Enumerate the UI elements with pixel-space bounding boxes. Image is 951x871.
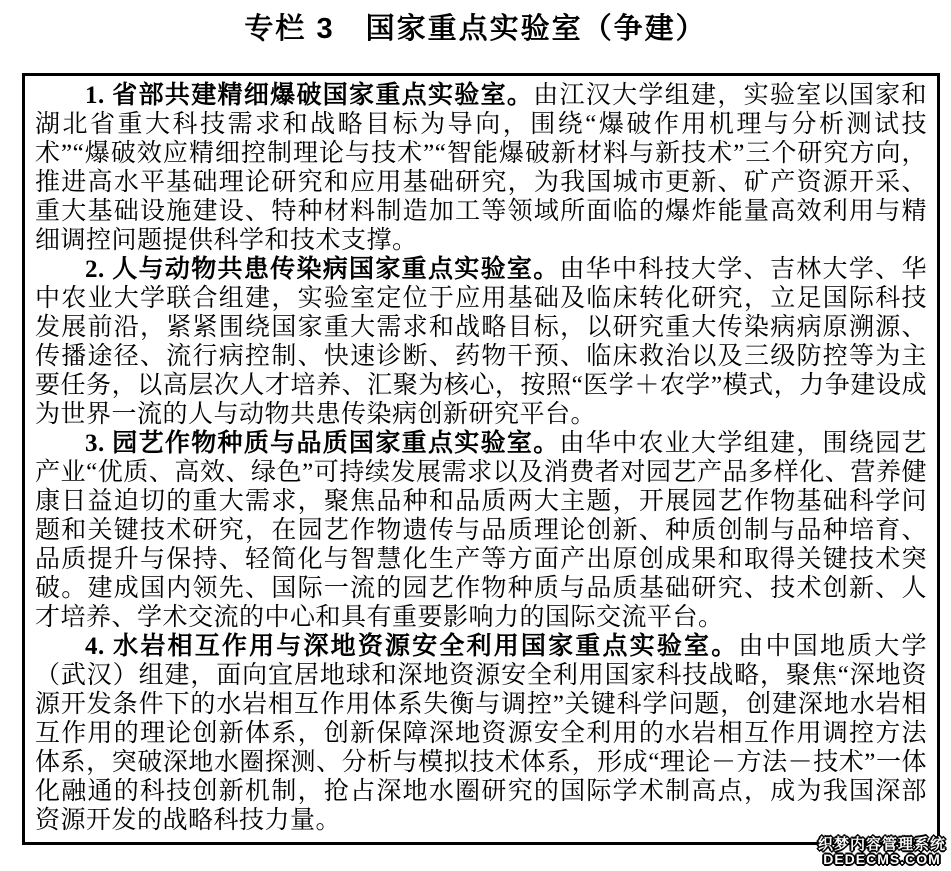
paragraph-lab-4-title: 4. 水岩相互作用与深地资源安全利用国家重点实验室。 xyxy=(85,633,739,660)
paragraph-lab-2-title: 2. 人与动物共患传染病国家重点实验室。 xyxy=(85,256,560,283)
paragraph-lab-4-body: 由中国地质大学（武汉）组建，面向宜居地球和深地资源安全利用国家科技战略，聚焦“深地资源开发条件下的水岩相互作用体系失衡与调控”关键科学问题，创建深地水岩相互作用的理论创新体系，创新保障深地资源安全利用的水岩相互作用调控方法体系，突破深地水圈探测、分析与模拟技术体系，形成“理论－方法－技术”一体化融通的科技创新机制，抢占深地水圈研究的国际学术制高点，成为我国深部资源开发的战略科技力量。 xyxy=(35,633,927,834)
site-watermark xyxy=(818,837,946,867)
watermark-cms-domain: DEDECMS.COM xyxy=(823,851,941,868)
paragraph-lab-1-body: 由江汉大学组建，实验室以国家和湖北省重大科技需求和战略目标为导向，围绕“爆破作用机理与分析测试技术”“爆破效应精细控制理论与技术”“智能爆破新材料与新技术”三个研究方向，推进高水平基础理论研究和应用基础研究，为我国城市更新、矿产资源开采、重大基础设施建设、特种材料制造加工等领域所面临的爆炸能量高效利用与精细调控问题提供科学和技术支撑。 xyxy=(35,82,927,254)
paragraph-lab-1 xyxy=(35,81,927,255)
paragraph-lab-3 xyxy=(35,429,927,632)
paragraph-lab-4 xyxy=(35,632,927,835)
paragraph-lab-2 xyxy=(35,255,927,429)
paragraph-lab-3-title: 3. 园艺作物种质与品质国家重点实验室。 xyxy=(85,430,560,457)
content-panel xyxy=(22,73,940,845)
watermark-cms-name: 织梦内容管理系统 xyxy=(817,835,946,853)
paragraph-lab-2-body: 由华中科技大学、吉林大学、华中农业大学联合组建，实验室定位于应用基础及临床转化研究，立足国际科技发展前沿，紧紧围绕国家重大需求和战略目标，以研究重大传染病病原溯源、传播途径、流行病控制、快速诊断、药物干预、临床救治以及三级防控等为主要任务，以高层次人才培养、汇聚为核心，按照“医学＋农学”模式，力争建设成为世界一流的人与动物共患传染病创新研究平台。 xyxy=(35,256,927,428)
paragraph-lab-3-body: 由华中农业大学组建，围绕园艺产业“优质、高效、绿色”可持续发展需求以及消费者对园艺产品多样化、营养健康日益迫切的重大需求，聚焦品种和品质两大主题，开展园艺作物基础科学问题和关键技术研究，在园艺作物遗传与品质理论创新、种质创制与品种培育、品质提升与保持、轻简化与智慧化生产等方面产出原创成果和取得关键技术突破。建成国内领先、国际一流的园艺作物种质与品质基础研究、技术创新、人才培养、学术交流的中心和具有重要影响力的国际交流平台。 xyxy=(35,430,927,631)
paragraph-lab-1-title: 1. 省部共建精细爆破国家重点实验室。 xyxy=(85,82,534,109)
page-title: 专栏 3 国家重点实验室（争建） xyxy=(244,13,707,45)
